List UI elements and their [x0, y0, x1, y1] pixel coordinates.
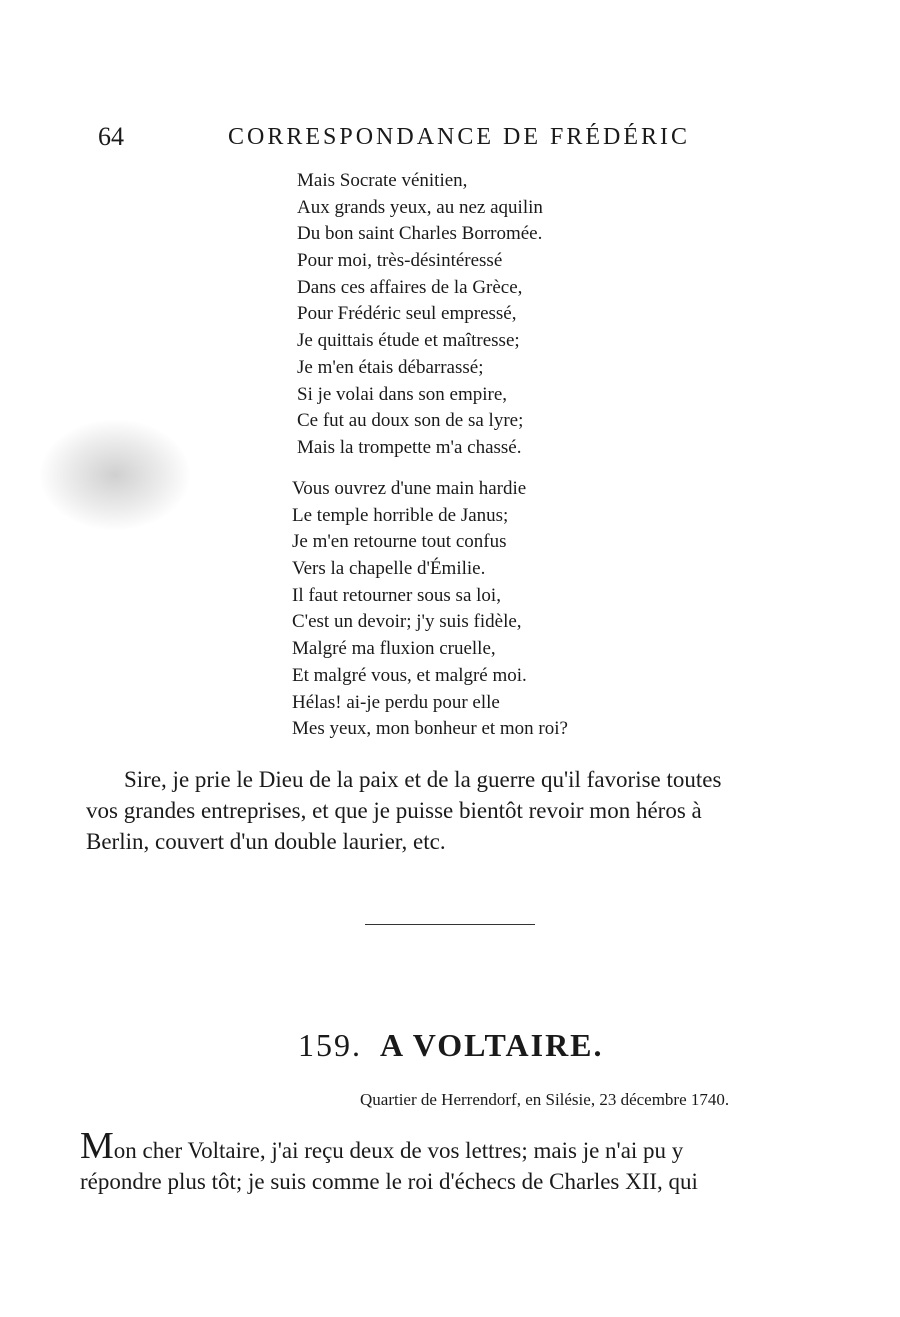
verse-line: Mes yeux, mon bonheur et mon roi?: [292, 718, 568, 740]
running-title: CORRESPONDANCE DE FRÉDÉRIC: [228, 124, 691, 150]
verse-line: Et malgré vous, et malgré moi.: [292, 664, 527, 686]
verse-line: Je m'en retourne tout confus: [292, 531, 507, 553]
letter-body: [80, 1125, 815, 1197]
drop-cap: M: [80, 1125, 114, 1167]
verse-line: Aux grands yeux, au nez aquilin: [297, 196, 543, 218]
verse-line: Il faut retourner sous sa loi,: [292, 584, 501, 606]
page-number: 64: [98, 122, 124, 151]
paper-smudge: [40, 420, 190, 530]
verse-line: Si je volai dans son empire,: [297, 383, 508, 405]
verse-line: Mais Socrate vénitien,: [297, 170, 468, 191]
section-divider: [365, 924, 535, 925]
verse-line: Pour moi, très-désintéressé: [297, 250, 503, 272]
verse-line: Ce fut au doux son de sa lyre;: [297, 410, 524, 432]
verse-line: C'est un devoir; j'y suis fidèle,: [292, 611, 522, 633]
letter-title: A VOLTAIRE.: [380, 1027, 604, 1063]
verse-line: Mais la trompette m'a chassé.: [297, 436, 522, 458]
closing-paragraph: [86, 764, 820, 857]
verse-line: Je m'en étais débarrassé;: [297, 356, 484, 378]
paragraph-line: Berlin, couvert d'un double laurier, etc.: [86, 829, 446, 854]
paragraph-line: vos grandes entreprises, et que je puisse bientôt revoir mon héros à: [86, 798, 702, 823]
verse-line: Du bon saint Charles Borromée.: [297, 223, 543, 245]
verse-line: Dans ces affaires de la Grèce,: [297, 276, 523, 298]
verse-line: Vers la chapelle d'Émilie.: [292, 558, 486, 580]
letter-dateline: Quartier de Herrendorf, en Silésie, 23 décembre 1740.: [360, 1090, 730, 1109]
paragraph-line: répondre plus tôt; je suis comme le roi d'échecs de Charles XII, qui: [80, 1169, 698, 1194]
verse-line: Je quittais étude et maîtresse;: [297, 330, 520, 352]
paragraph-line: Sire, je prie le Dieu de la paix et de la guerre qu'il favorise toutes: [124, 767, 722, 792]
letter-number: 159.: [298, 1027, 362, 1063]
verse-line: Malgré ma fluxion cruelle,: [292, 638, 496, 660]
page-header: [98, 118, 708, 158]
verse-line: Le temple horrible de Janus;: [292, 504, 509, 526]
verse-line: Vous ouvrez d'une main hardie: [292, 478, 527, 499]
poem-stanza-2: [292, 476, 568, 743]
verse-line: Hélas! ai-je perdu pour elle: [292, 691, 500, 713]
verse-line: Pour Frédéric seul empressé,: [297, 303, 517, 325]
letter-heading: [298, 1027, 604, 1064]
paragraph-line-text: on cher Voltaire, j'ai reçu deux de vos lettres; mais je n'ai pu y: [113, 1138, 684, 1163]
poem-stanza-1: [297, 168, 543, 462]
paragraph-line: [80, 1125, 815, 1167]
